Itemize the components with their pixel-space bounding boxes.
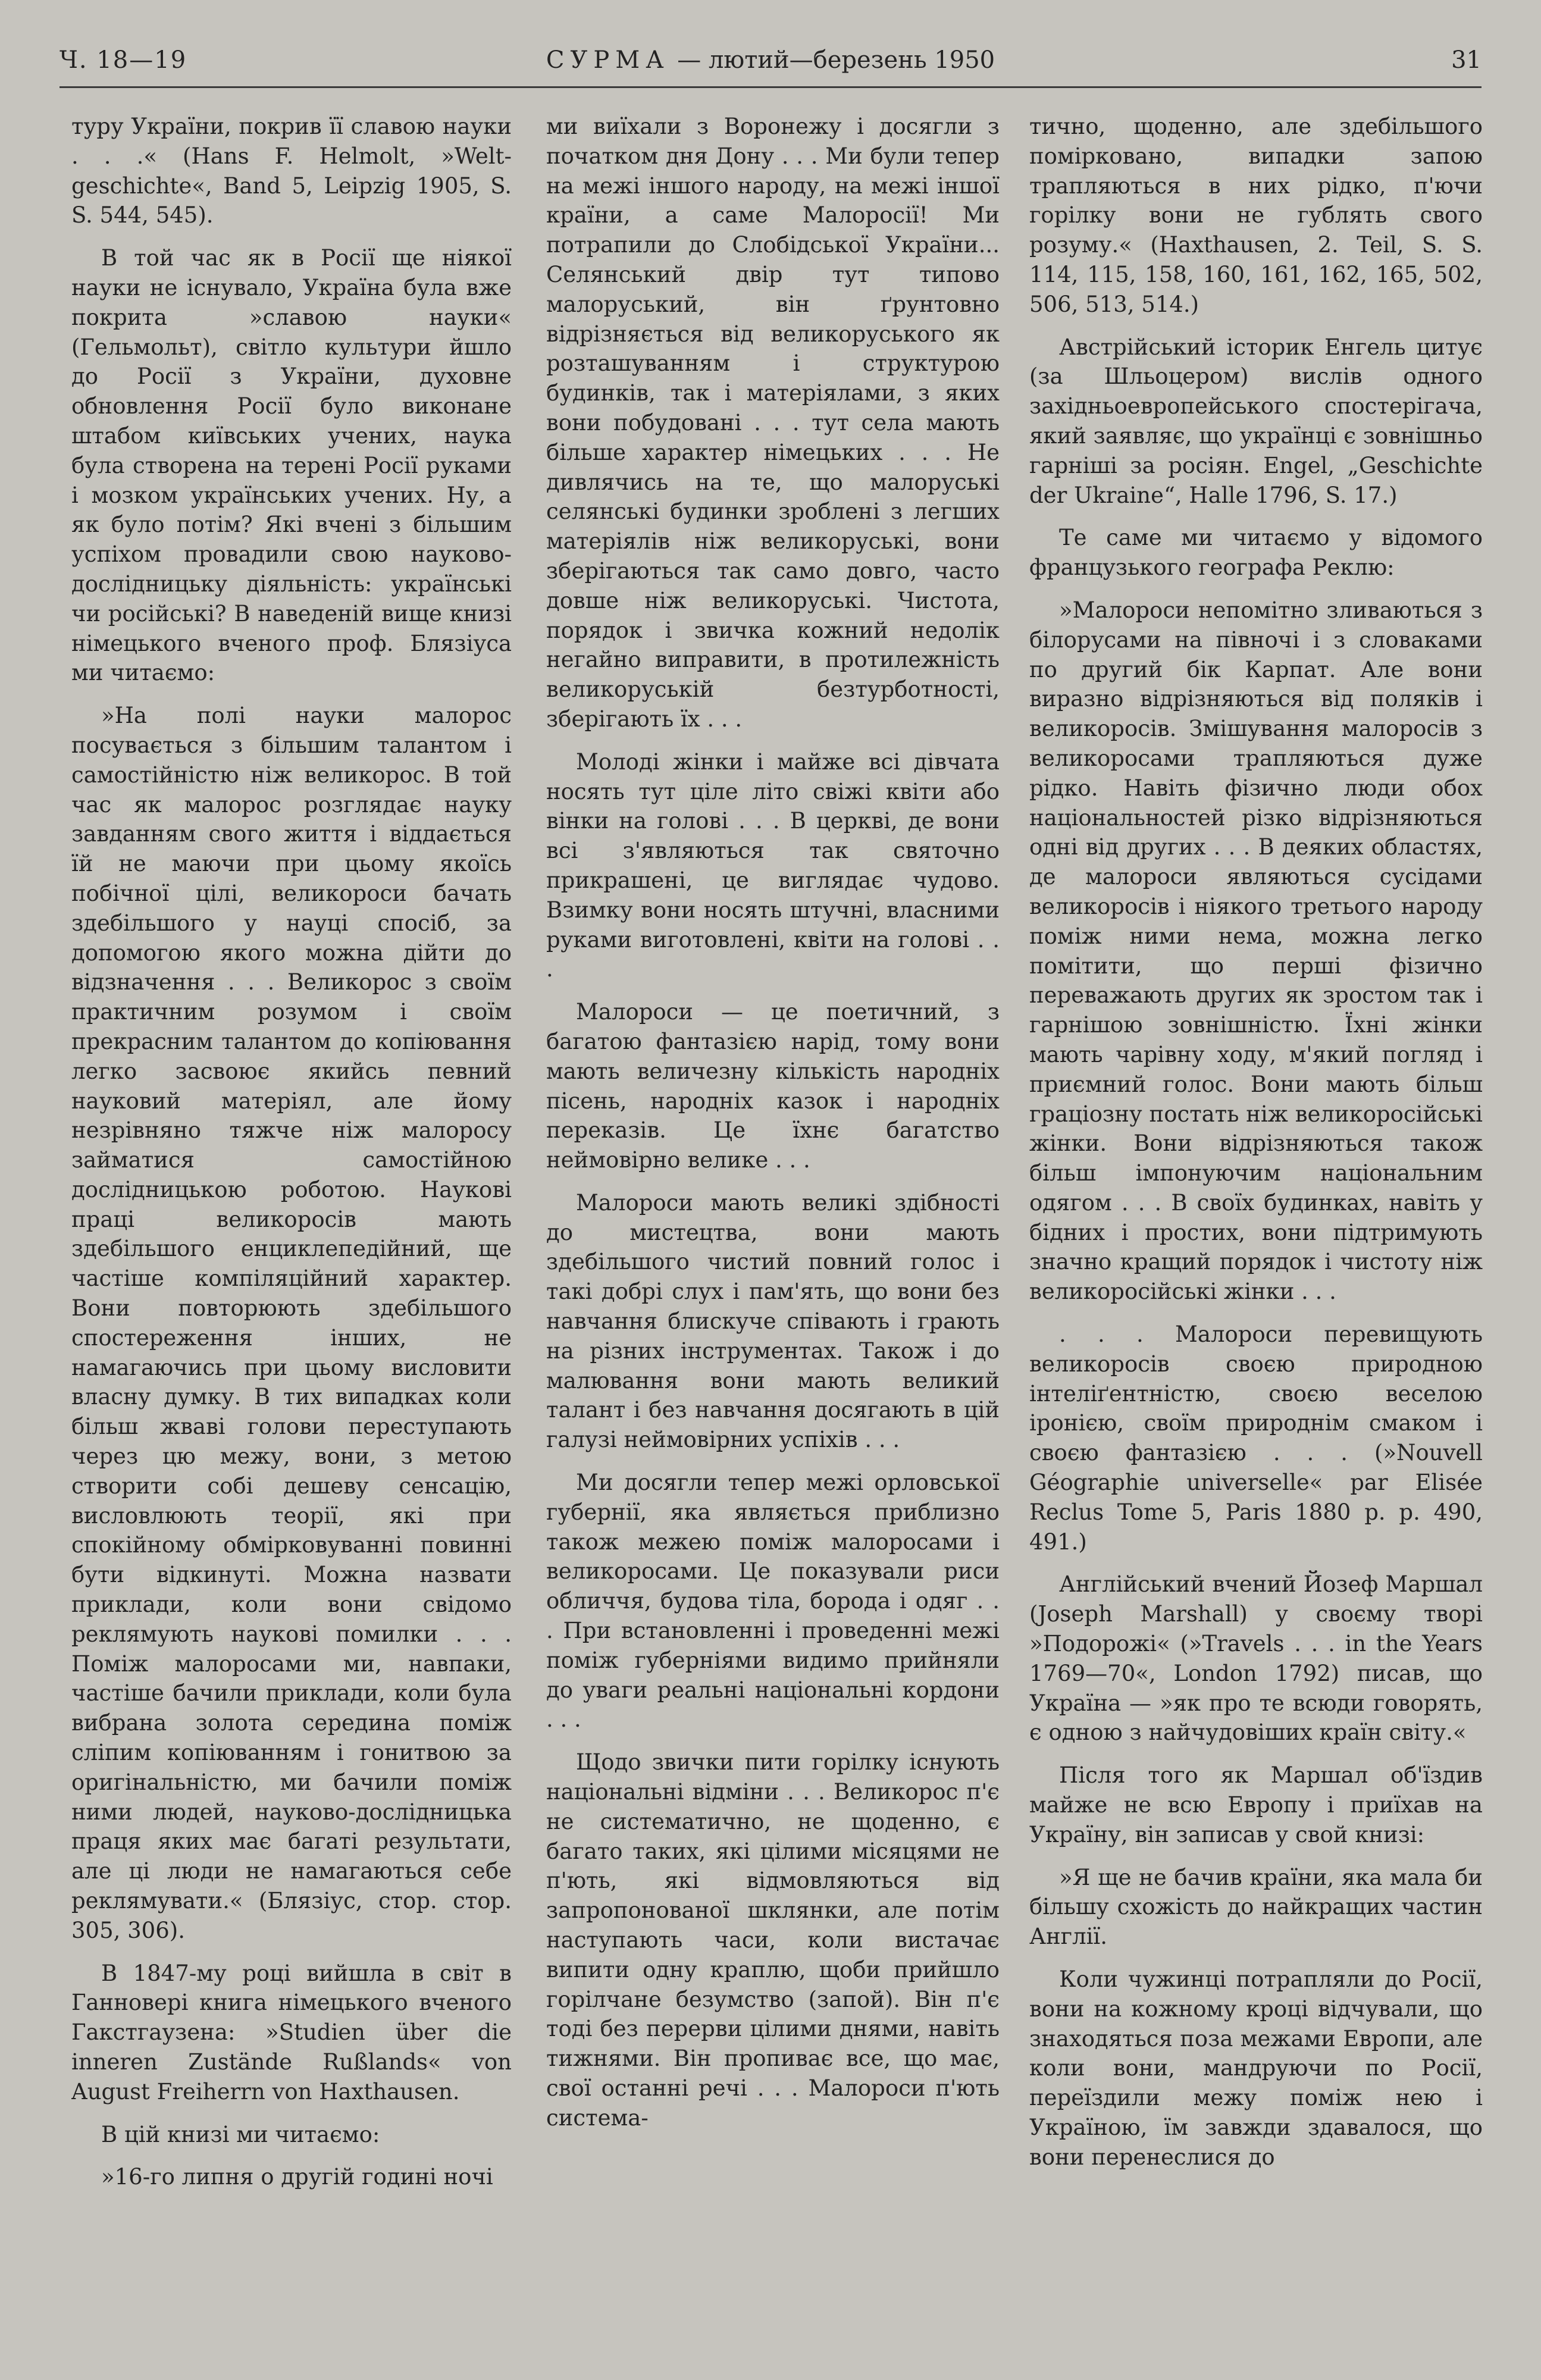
text-column-3 (1029, 112, 1483, 2367)
issue-date: — лютий—березень 1950 (677, 46, 995, 74)
paragraph: Малороси — це поетичний, з багатою фантазією нарід, тому вони мають величезну кількість народніх пісень, народніх казок і народніх переказів. Це їхнє багатство неймовірно велике . . . (546, 999, 1000, 1173)
quote-paragraph: »Малороси непомітно зливаються з білорусами на півночі і з словаками по другий бік Карпат. Але вони виразно відрізняються від поляків і великоросів. Змішування малоросів з великоросами трапляються дуже рідко. Навіть фізично люди обох національностей різко відрізняються одні від других . . . В деяких областях, де малороси являються сусідами великоросів і ніякого третього народу поміж ними нема, можна легко помітити, що перші фізично переважають других як зростом так і гарнішою зовнішністю. Їхні жінки мають чарівну ходу, м'який погляд і приємний голос. Вони мають більш граціозну постать ніж великоросійські жінки. Вони відрізняються також більш імпонуючим національним одягом . . . В своїх будинках, навіть у бідних і простих, вони підтримують значно кращий порядок і чистоту ніж великоросійські жінки . . . (1029, 597, 1483, 1305)
paragraph: В той час як в Росії ще ніякої науки не існувало, Україна була вже покрита »славою науки« (Гельмольт), світло культури йшло до Росії з України, духовне обновлення Росії було виконане штабом київських учених, наука була створена на терені Росії руками і мозком українських учених. Ну, а як було потім? Які вчені з більшим успіхом провадили свою науково-дослідницьку діяльність: українські чи російські? В наведеній вище книзі німецького вченого проф. Блязіуса ми читаємо: (71, 245, 512, 686)
paragraph: . . . Малороси перевищують великоросів своєю природною інтеліґентністю, своєю веселою іронією, своїм природнім смаком і своєю фантазією . . . (»Nouvell Géographie universelle« par Elisée Reclus Tome 5, Paris 1880 p. p. 490, 491.) (1029, 1321, 1483, 1555)
paragraph: ми виїхали з Воронежу і досягли з початком дня Дону . . . Ми були тепер на межі іншого народу, на межі іншої країни, а саме Малоросії! Ми потрапили до Слобідської України... Селянський двір тут типово малоруський, він ґрунтовно відрізняється від великоруського як розташуванням і структурою будинків, так і матеріялами, з яких вони побудовані . . . тут села мають більше характер німецьких . . . Не дивлячись на те, що малоруські селянські будинки зроблені з легших матеріялів ніж великоруські, вони зберігаються так само довго, часто довше ніж великоруські. Чистота, порядок і звичка кожний недолік негайно виправити, в протилежність великоруській безтурботності, зберігають їх . . . (546, 114, 1000, 732)
paragraph: Ми досягли тепер межі орловської губернії, яка являється приблизно також межею поміж малоросами і великоросами. Це показували риси обличчя, будова тіла, борода і одяг . . . При встановленні і проведенні межі поміж губерніями видимо прийняли до уваги реальні національні кордони . . . (546, 1470, 1000, 1733)
header-rule (59, 86, 1482, 88)
paragraph: Австрійський історик Енгель цитує (за Шльоцером) вислів одного західньоевропейського спостерігача, який заявляє, що українці є зовнішньо гарніші за росіян. Engel, „Geschichte der Ukraine“, Halle 1796, S. 17.) (1029, 334, 1483, 508)
text-column-1 (71, 112, 512, 2367)
paragraph: Молоді жінки і майже всі дівчата носять тут ціле літо свіжі квіти або вінки на голові . . . В церкві, де вони всі з'являються так святочно прикрашені, це виглядає чудово. Взимку вони носять штучні, власними руками виготовлені, квіти на голові . . . (546, 749, 1000, 982)
paragraph: Те саме ми читаємо у відомого французького географа Реклю: (1029, 525, 1483, 581)
page-number: 31 (1451, 46, 1482, 74)
quote-paragraph: »Я ще не бачив країни, яка мала би більшу схожість до найкращих частин Англії. (1029, 1864, 1483, 1950)
paragraph: Англійський вчений Йозеф Маршал (Joseph Marshall) у своєму творі »Подорожі« (»Travels . . . in the Years 1769—70«, London 1792) писав, що Україна — »як про те всюди говорять, є одною з найчудовіших країн світу.« (1029, 1571, 1483, 1746)
running-title (59, 46, 1482, 74)
magazine-name: СУРМА (546, 46, 670, 74)
paragraph: Коли чужинці потрапляли до Росії, вони на кожному кроці відчували, що знаходяться поза межами Европи, але коли вони, мандруючи по Росії, переїздили межу поміж нею і Україною, їм завжди здавалося, що вони перенеслися до (1029, 1966, 1483, 2170)
issue-number: Ч. 18—19 (59, 46, 187, 74)
paragraph: тично, щоденно, але здебільшого помірковано, випадки запою трапляються в них рідко, п'ючи горілку вони не гублять свого розуму.« (Haxthausen, 2. Teil, S. S. 114, 115, 158, 160, 161, 162, 165, 502, 506, 513, 514.) (1029, 114, 1483, 317)
paragraph: туру України, покрив її славою науки . . .« (Hans F. Helmolt, »Welt-geschichte«, Band 5, Leipzig 1905, S. S. 544, 545). (71, 114, 512, 228)
page-header (59, 46, 1482, 82)
paragraph: Після того як Маршал об'їздив майже не всю Европу і приїхав на Україну, він записав у свой книзі: (1029, 1762, 1483, 1847)
text-column-2 (546, 112, 1000, 2367)
quote-paragraph: »16-го липня о другій годині ночі (101, 2164, 493, 2190)
paragraph: Щодо звички пити горілку існують національні відміни . . . Великорос п'є не систематично, не щоденно, є багато таких, які цілими місяцями не п'ють, які відмовляються від запропонованої шклянки, але потім наступають часи, коли вистачає випити одну краплю, щоби прийшло горілчане безумство (запой). Він п'є тоді без перерви цілими днями, навіть тижнями. Він пропиває все, що має, свої останні речі . . . Малороси п'ють система- (546, 1749, 1000, 2131)
quote-paragraph: »На полі науки малорос посувається з більшим талантом і самостійністю ніж великорос. В той час як малорос розглядає науку завданням свого життя і віддається їй не маючи при цьому якоїсь побічної цілі, великороси бачать здебільшого у науці спосіб, за допомогою якого можна дійти до відзначення . . . Великорос з своїм практичним розумом і своїм прекрасним талантом до копіювання легко засвоює якийсь певний науковий матеріял, але йому незрівняно тяжче ніж малоросу займатися самостійною дослідницькою роботою. Наукові праці великоросів мають здебільшого енциклепедійний, ще частіше компіляційний характер. Вони повторюють здебільшого спостереження інших, не намагаючись при цьому висловити власну думку. В тих випадках коли більш жваві голови переступають через цю межу, вони, з метою створити собі дешеву сенсацію, висловлюють теорії, які при спокійному обмірковуванні повинні бути відкинуті. Можна назвати приклади, коли вони свідомо реклямують наукові помилки . . . Поміж малоросами ми, навпаки, частіше бачили приклади, коли була вибрана золота середина поміж сліпим копіюванням і гонитвою за оригінальністю, ми бачили поміж ними людей, науково-дослідницька праця яких має багаті результати, але ці люди не намагаються себе реклямувати.« (Блязіус, стор. стор. 305, 306). (71, 703, 512, 1943)
paragraph: Малороси мають великі здібності до мистецтва, вони мають здебільшого чистий повний голос і такі добрі слух і пам'ять, що вони без навчання блискуче співають і грають на різних інструментах. Також і до малювання вони мають великий талант і без навчання досягають в цій галузі неймовірних успіхів . . . (546, 1189, 1000, 1453)
paragraph: В цій книзі ми читаємо: (101, 2121, 380, 2147)
paragraph: В 1847-му році вийшла в світ в Ганновері книга німецького вченого Гакстгаузена: »Studien über die inneren Zustände Rußlands« von August Freiherrn von Haxthausen. (71, 1960, 512, 2105)
